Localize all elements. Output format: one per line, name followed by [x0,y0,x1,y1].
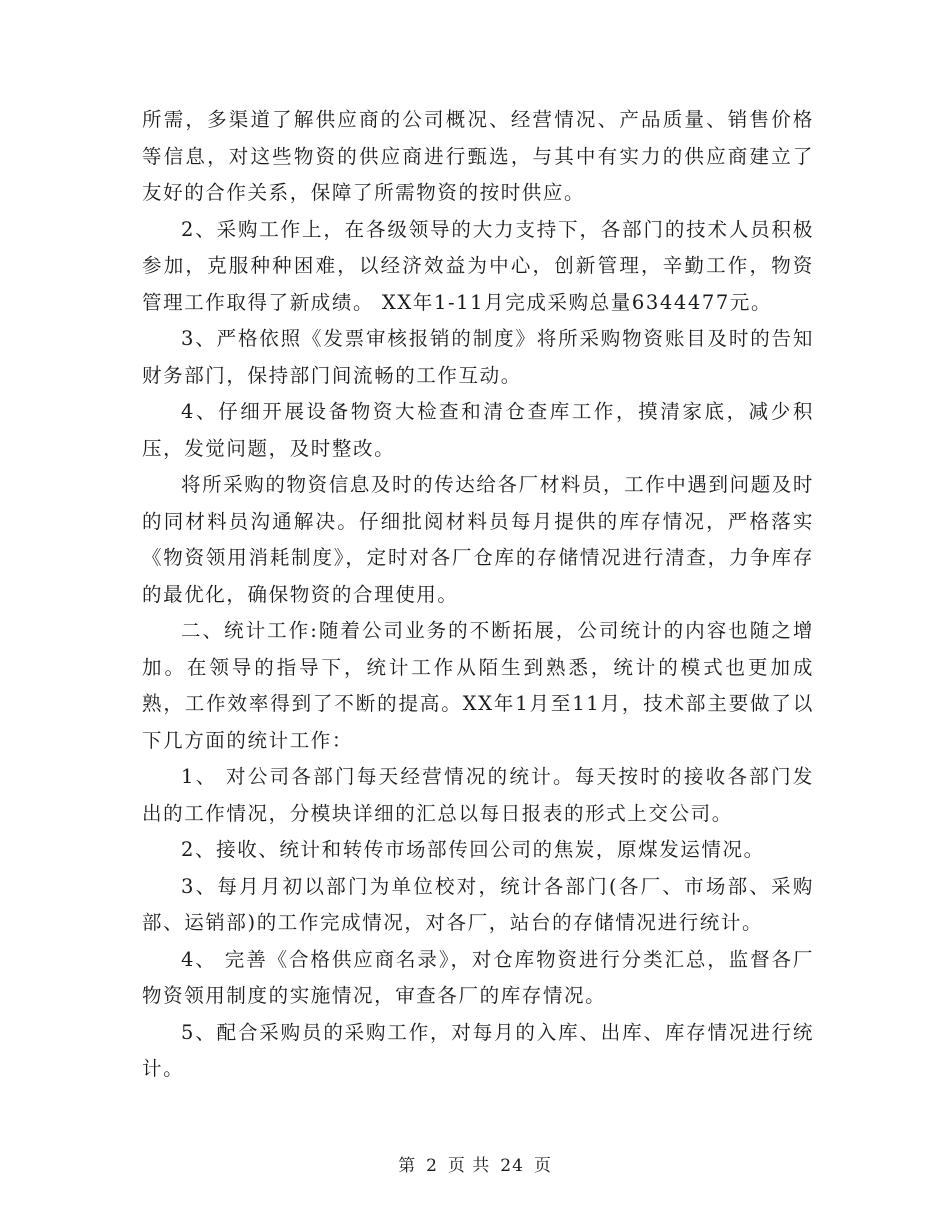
paragraph: 4、 完善《合格供应商名录》，对仓库物资进行分类汇总，监督各厂物资领用制度的实施情况，审查各厂的库存情况。 [142,947,814,1007]
paragraph: 2、采购工作上，在各级领导的大力支持下，各部门的技术人员积极参加，克服种种困难，以经济效益为中心，创新管理，辛勤工作，物资管理工作取得了新成绩。 XX年1-11月完成采购总量6344477元。 [142,217,814,314]
page-total: 24 [500,1156,524,1176]
paragraph: 2、接收、统计和转传市场部传回公司的焦炭，原煤发运情况。 [181,838,765,861]
footer-middle: 页 共 [447,1156,491,1176]
footer-suffix: 页 [533,1156,552,1176]
paragraph: 所需，多渠道了解供应商的公司概况、经营情况、产品质量、销售价格等信息，对这些物资的供应商进行甄选，与其中有实力的供应商建立了友好的合作关系，保障了所需物资的按时供应。 [142,108,814,204]
paragraph: 3、每月月初以部门为单位校对，统计各部门(各厂、市场部、采购部、运销部)的工作完成情况，对各厂，站台的存储情况进行统计。 [142,874,814,934]
paragraph: 1、 对公司各部门每天经营情况的统计。每天按时的接收各部门发出的工作情况，分模块详细的汇总以每日报表的形式上交公司。 [142,765,814,825]
paragraph: 4、仔细开展设备物资大检查和清仓查库工作，摸清家底，减少积压，发觉问题，及时整改。 [142,400,814,460]
page-footer [0,1151,950,1176]
footer-prefix: 第 [398,1156,417,1176]
page-number: 2 [426,1156,438,1176]
paragraph: 二、统计工作:随着公司业务的不断拓展，公司统计的内容也随之增加。在领导的指导下，统计工作从陌生到熟悉，统计的模式也更加成熟，工作效率得到了不断的提高。XX年1月至11月，技术部主要做了以下几方面的统计工作： [142,619,814,752]
paragraph: 3、严格依照《发票审核报销的制度》将所采购物资账目及时的告知财务部门，保持部门间流畅的工作互动。 [142,327,814,387]
paragraph: 将所采购的物资信息及时的传达给各厂材料员，工作中遇到问题及时的同材料员沟通解决。仔细批阅材料员每月提供的库存情况，严格落实《物资领用消耗制度》，定时对各厂仓库的存储情况进行清查，力争库存的最优化，确保物资的合理使用。 [142,473,815,606]
document-body [142,102,814,1088]
paragraph: 5、配合采购员的采购工作，对每月的入库、出库、库存情况进行统计。 [142,1020,814,1080]
